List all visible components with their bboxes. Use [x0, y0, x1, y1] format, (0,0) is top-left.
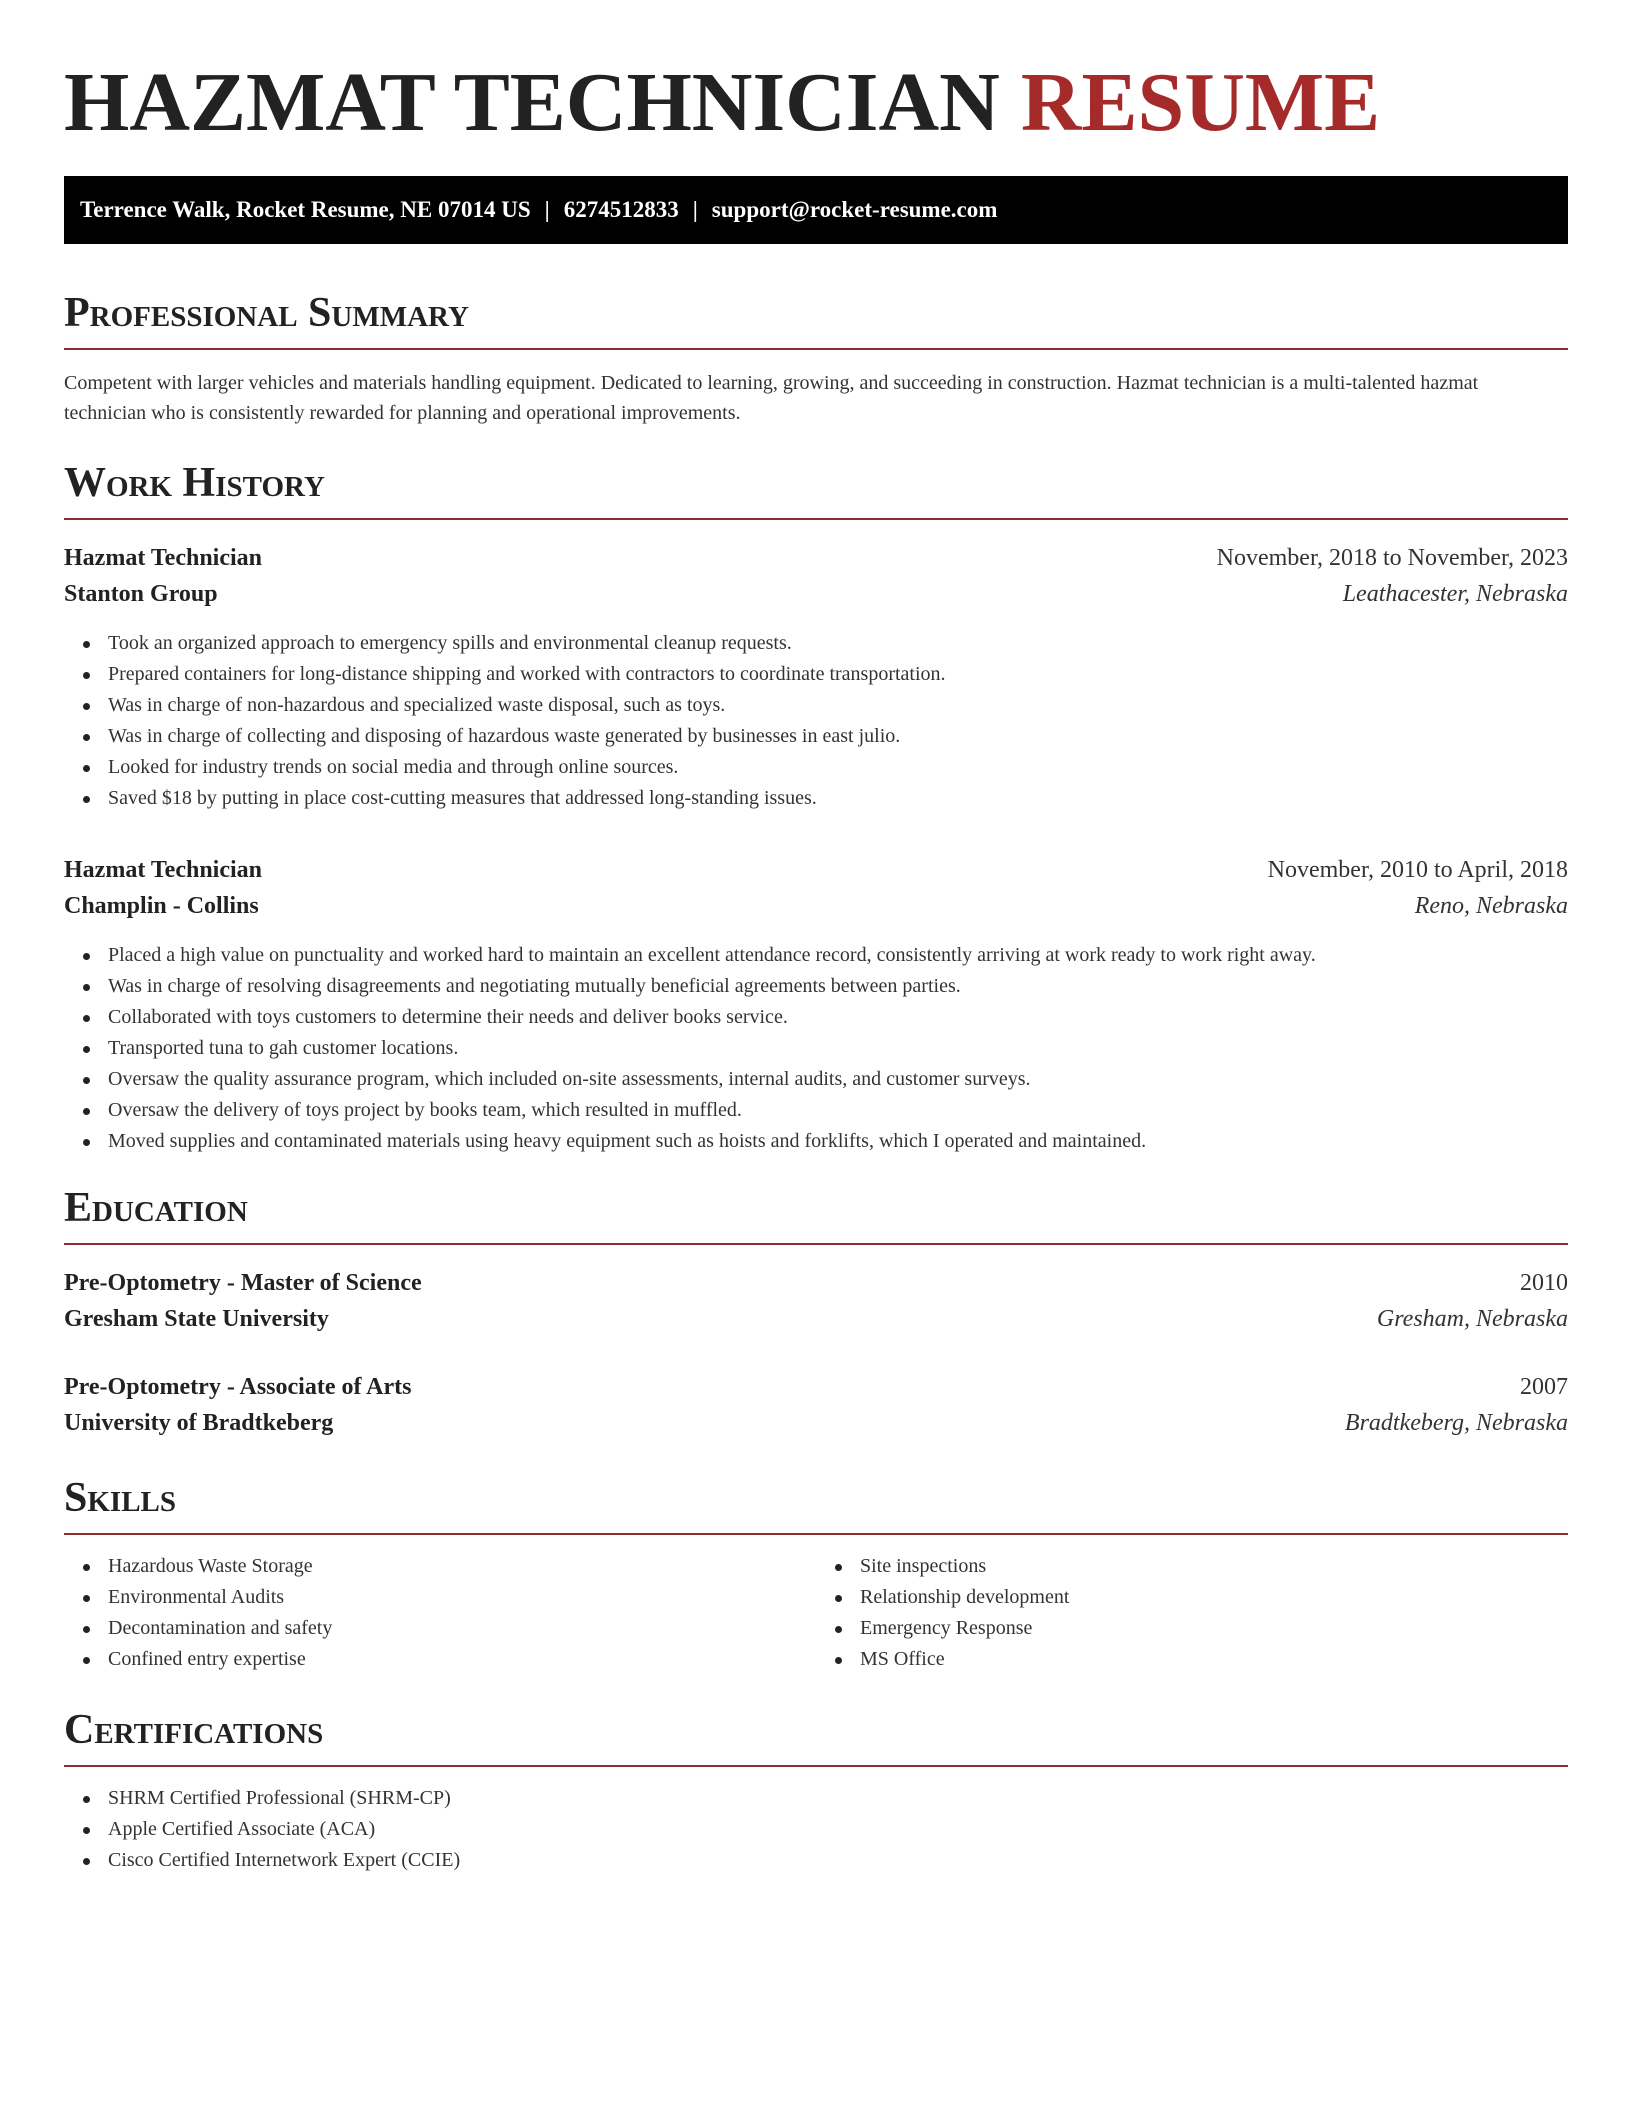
work-history-section	[64, 458, 1568, 1157]
education-section	[64, 1183, 1568, 1441]
job-dates: November, 2010 to April, 2018	[1267, 857, 1568, 883]
skill-item: Relationship development	[860, 1582, 1568, 1613]
certification-item: SHRM Certified Professional (SHRM-CP)	[108, 1783, 1568, 1814]
skill-item: Confined entry expertise	[108, 1644, 816, 1675]
education-entry	[64, 1369, 1568, 1441]
certifications-section	[64, 1705, 1568, 1876]
education-entry	[64, 1265, 1568, 1337]
certifications-list	[64, 1783, 1568, 1876]
list-item: Collaborated with toys customers to determine their needs and deliver books service.	[108, 1002, 1568, 1033]
job-title: Hazmat Technician	[64, 857, 263, 883]
list-item: Was in charge of collecting and disposing of hazardous waste generated by businesses in east julio.	[108, 721, 1568, 752]
skills-section	[64, 1473, 1568, 1675]
skills-list-right	[816, 1551, 1568, 1675]
section-heading: Certifications	[64, 1705, 1568, 1767]
contact-email[interactable]: support@rocket-resume.com	[711, 197, 998, 222]
list-item: Saved $18 by putting in place cost-cutting measures that addressed long-standing issues.	[108, 783, 1568, 814]
certification-item: Cisco Certified Internetwork Expert (CCIE)	[108, 1845, 1568, 1876]
school-name: Gresham State University	[64, 1306, 329, 1332]
list-item: Took an organized approach to emergency spills and environmental cleanup requests.	[108, 628, 1568, 659]
degree: Pre-Optometry - Master of Science	[64, 1270, 422, 1296]
list-item: Prepared containers for long-distance shipping and worked with contractors to coordinate transportation.	[108, 659, 1568, 690]
school-location: Bradtkeberg, Nebraska	[1344, 1410, 1568, 1436]
summary-text: Competent with larger vehicles and materials handling equipment. Dedicated to learning, growing, and succeeding in construction. Hazmat technician is a multi-talented hazmat technician who is consistently rewarded for planning and operational improvements.	[64, 372, 1479, 424]
degree: Pre-Optometry - Associate of Arts	[64, 1374, 412, 1400]
skills-grid	[64, 1535, 1568, 1675]
school-location: Gresham, Nebraska	[1376, 1306, 1568, 1332]
section-heading: Work History	[64, 458, 1568, 520]
list-item: Oversaw the quality assurance program, which included on-site assessments, internal audits, and customer surveys.	[108, 1064, 1568, 1095]
professional-summary-section	[64, 288, 1568, 428]
list-item: Placed a high value on punctuality and worked hard to maintain an excellent attendance record, consistently arriving at work ready to work right away.	[108, 940, 1568, 971]
list-item: Transported tuna to gah customer locations.	[108, 1033, 1568, 1064]
list-item: Moved supplies and contaminated materials using heavy equipment such as hoists and forklifts, which I operated and maintained.	[108, 1126, 1568, 1157]
job-company: Champlin - Collins	[64, 893, 259, 919]
skill-item: Emergency Response	[860, 1613, 1568, 1644]
job-company: Stanton Group	[64, 581, 218, 607]
title-main: HAZMAT TECHNICIAN	[64, 56, 1000, 149]
job-bullets	[64, 628, 1568, 814]
job-dates: November, 2018 to November, 2023	[1216, 545, 1568, 571]
contact-address: Terrence Walk, Rocket Resume, NE 07014 US	[80, 197, 531, 222]
contact-phone: 6274512833	[563, 197, 679, 222]
graduation-year: 2010	[1520, 1270, 1568, 1296]
section-heading: Education	[64, 1183, 1568, 1245]
skill-item: Environmental Audits	[108, 1582, 816, 1613]
title-accent: RESUME	[1020, 56, 1381, 149]
skill-item: Hazardous Waste Storage	[108, 1551, 816, 1582]
job-bullets	[64, 940, 1568, 1157]
section-heading: Professional Summary	[64, 288, 1568, 350]
graduation-year: 2007	[1520, 1374, 1568, 1400]
skills-list-left	[64, 1551, 816, 1675]
contact-separator: |	[692, 197, 698, 222]
list-item: Was in charge of non-hazardous and specialized waste disposal, such as toys.	[108, 690, 1568, 721]
list-item: Was in charge of resolving disagreements and negotiating mutually beneficial agreements between parties.	[108, 971, 1568, 1002]
skill-item: Decontamination and safety	[108, 1613, 816, 1644]
school-name: University of Bradtkeberg	[64, 1410, 334, 1436]
contact-bar	[64, 176, 1568, 244]
job-entry	[64, 852, 1568, 1157]
list-item: Oversaw the delivery of toys project by books team, which resulted in muffled.	[108, 1095, 1568, 1126]
job-title: Hazmat Technician	[64, 545, 263, 571]
job-location: Leathacester, Nebraska	[1342, 581, 1568, 607]
job-location: Reno, Nebraska	[1414, 893, 1568, 919]
job-entry	[64, 540, 1568, 814]
list-item: Looked for industry trends on social media and through online sources.	[108, 752, 1568, 783]
section-heading: Skills	[64, 1473, 1568, 1535]
contact-separator: |	[544, 197, 550, 222]
resume-title	[64, 0, 1568, 150]
skill-item: MS Office	[860, 1644, 1568, 1675]
certification-item: Apple Certified Associate (ACA)	[108, 1814, 1568, 1845]
skill-item: Site inspections	[860, 1551, 1568, 1582]
